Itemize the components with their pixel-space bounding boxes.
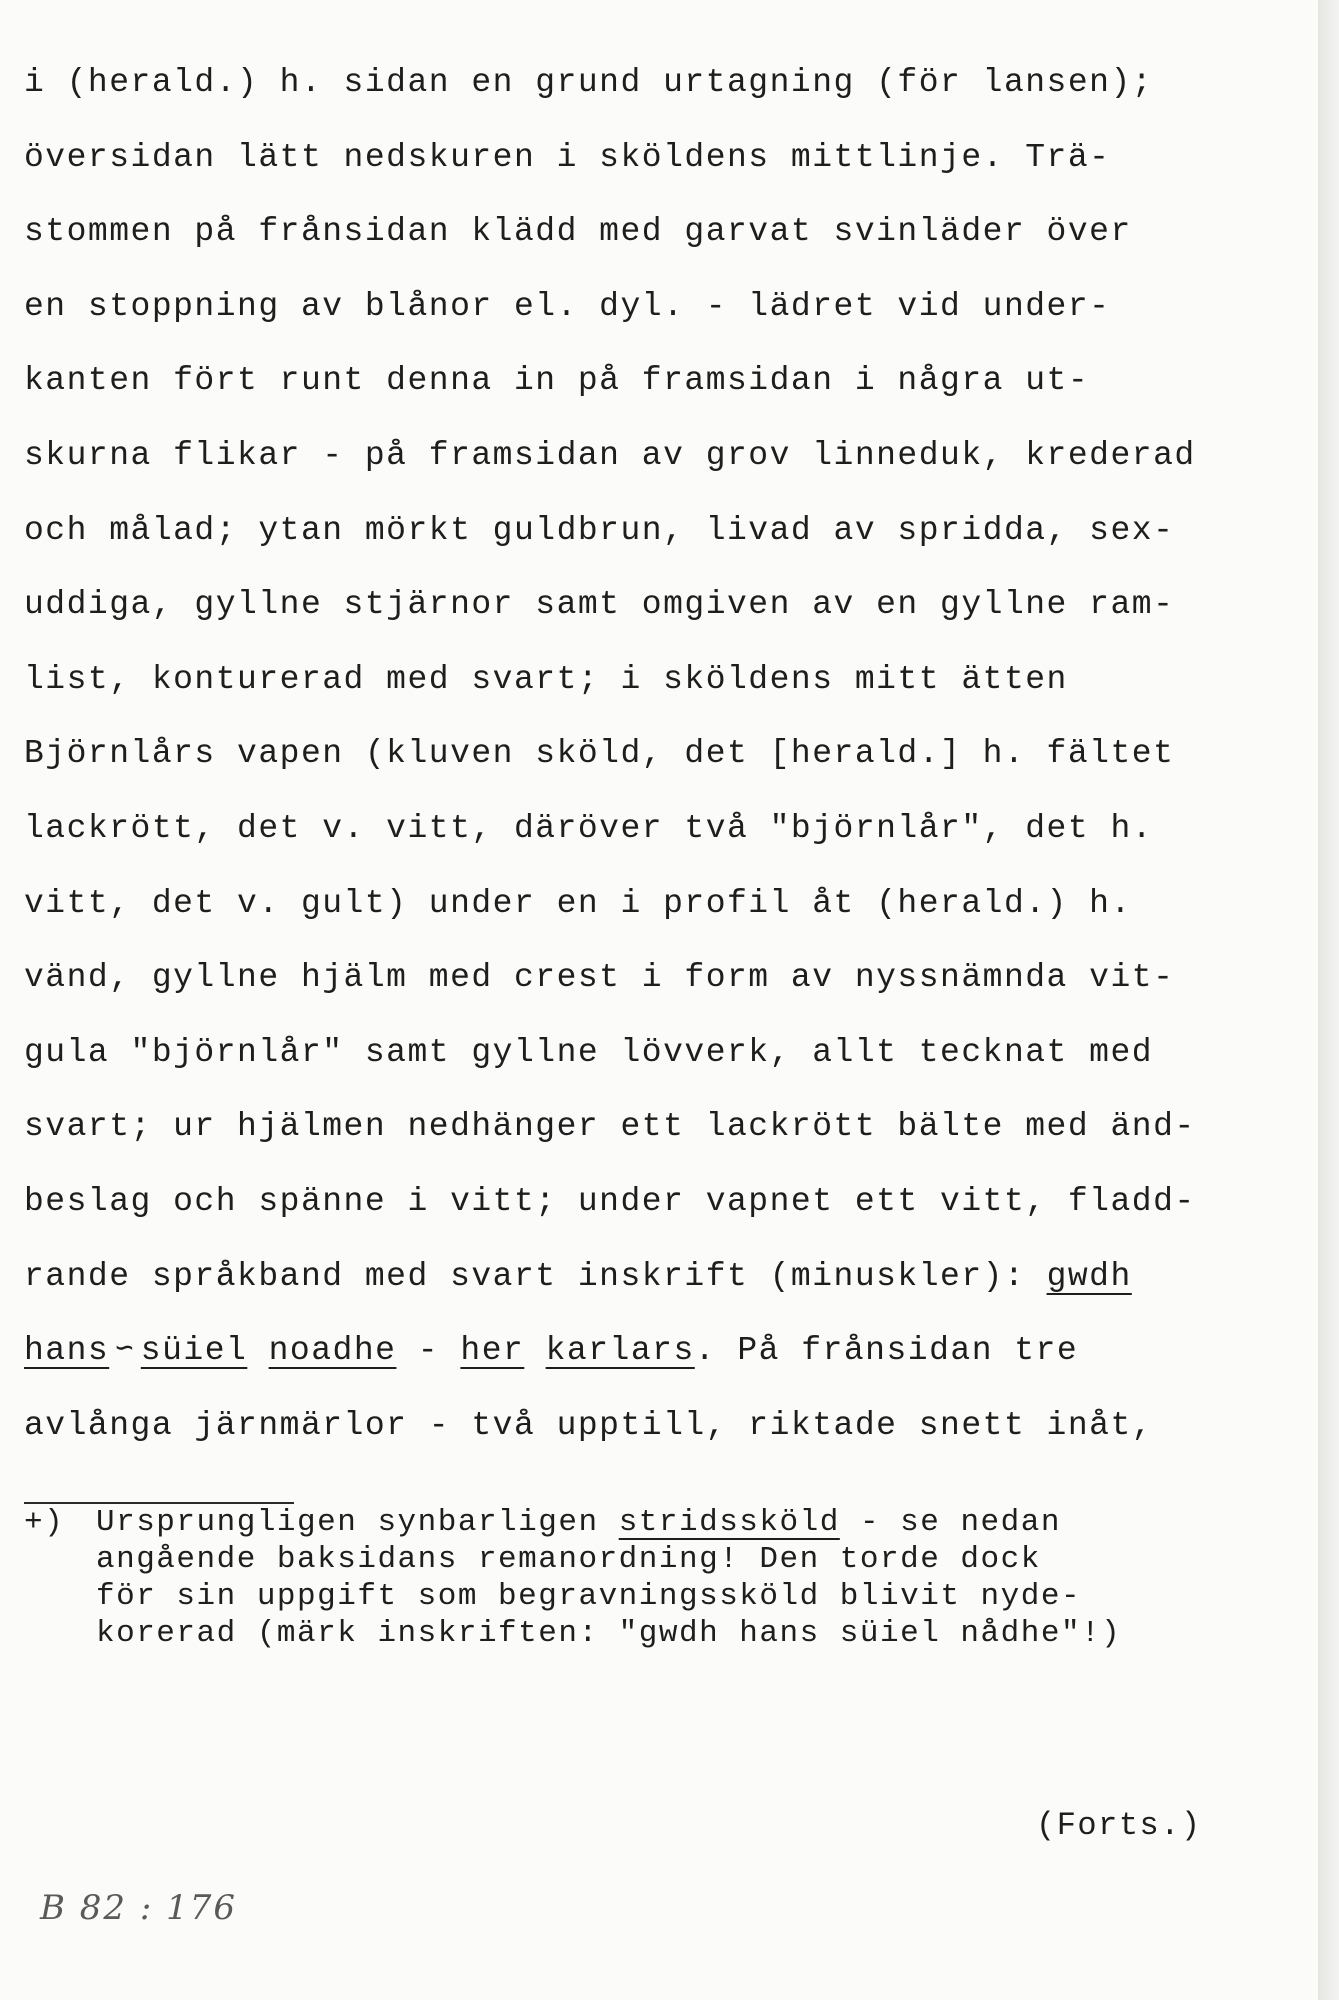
text-line-part: . På frånsidan tre: [694, 1332, 1079, 1370]
text-line: vitt, det v. gult) under en i profil åt (herald.) h.: [24, 884, 1132, 922]
text-line: i (herald.) h. sidan en grund urtagning (för lansen);: [24, 64, 1154, 101]
text-line: gula "björnlår" samt gyllne lövverk, allt tecknat med: [24, 1033, 1154, 1071]
text-line: skurna flikar - på framsidan av grov linneduk, krederad: [24, 436, 1196, 474]
word-separator-glyph: ∽: [115, 1333, 135, 1368]
footnote-line: för sin uppgift som begravningssköld blivit nyde-: [96, 1579, 1082, 1614]
inscription-word: karlars: [545, 1332, 695, 1370]
text-line: vänd, gyllne hjälm med crest i form av nyssnämnda vit-: [24, 959, 1175, 997]
text-line: en stoppning av blånor el. dyl. - lädret vid under-: [24, 287, 1111, 325]
page-edge-shadow: [1318, 0, 1339, 2000]
footnote: [24, 1504, 1314, 1652]
inscription-word: hans: [24, 1332, 110, 1370]
text-line: översidan lätt nedskuren i sköldens mittlinje. Trä-: [24, 138, 1111, 176]
handwritten-archive-number: B 82 : 176: [40, 1888, 238, 1928]
text-line: avlånga järnmärlor - två upptill, riktade snett inåt,: [24, 1406, 1154, 1444]
footnote-text: - se nedan: [859, 1505, 1061, 1540]
footnote-mark: +): [24, 1505, 65, 1540]
text-line-part: rande språkband med svart inskrift (minuskler):: [24, 1257, 1026, 1295]
inscription-line: [24, 1326, 1314, 1401]
text-line: list, konturerad med svart; i sköldens mitt ätten: [24, 660, 1068, 698]
footnote-line: angående baksidans remanordning! Den torde dock: [96, 1542, 1041, 1577]
inscription-word: her: [460, 1332, 525, 1370]
inscription-word: süiel: [140, 1332, 248, 1370]
inscription-word: gwdh: [1046, 1257, 1132, 1295]
continuation-note: (Forts.): [1036, 1807, 1202, 1844]
text-line: kanten fört runt denna in på framsidan i några ut-: [24, 362, 1090, 400]
text-line: svart; ur hjälmen nedhänger ett lackrött bälte med änd-: [24, 1108, 1196, 1146]
inscription-dash: -: [417, 1332, 440, 1370]
text-line: [24, 1252, 1314, 1327]
footnote-line: korerad (märk inskriften: "gwdh hans süiel nådhe"!): [96, 1616, 1122, 1651]
text-line: Björnlårs vapen (kluven sköld, det [herald.] h. fältet: [24, 735, 1175, 773]
typewritten-body: [24, 58, 1314, 1475]
inscription-word: noadhe: [268, 1332, 397, 1370]
text-line: uddiga, gyllne stjärnor samt omgiven av en gyllne ram-: [24, 586, 1175, 624]
text-line: beslag och spänne i vitt; under vapnet ett vitt, fladd-: [24, 1182, 1196, 1220]
footnote-line: [24, 1504, 1314, 1541]
text-line: och målad; ytan mörkt guldbrun, livad av spridda, sex-: [24, 511, 1175, 549]
footnote-text: Ursprungligen synbarligen: [96, 1505, 599, 1540]
text-line: stommen på frånsidan klädd med garvat svinläder över: [24, 213, 1132, 251]
footnote-underlined-word: stridssköld: [618, 1505, 840, 1540]
text-line: lackrött, det v. vitt, däröver två "björnlår", det h.: [24, 809, 1154, 847]
